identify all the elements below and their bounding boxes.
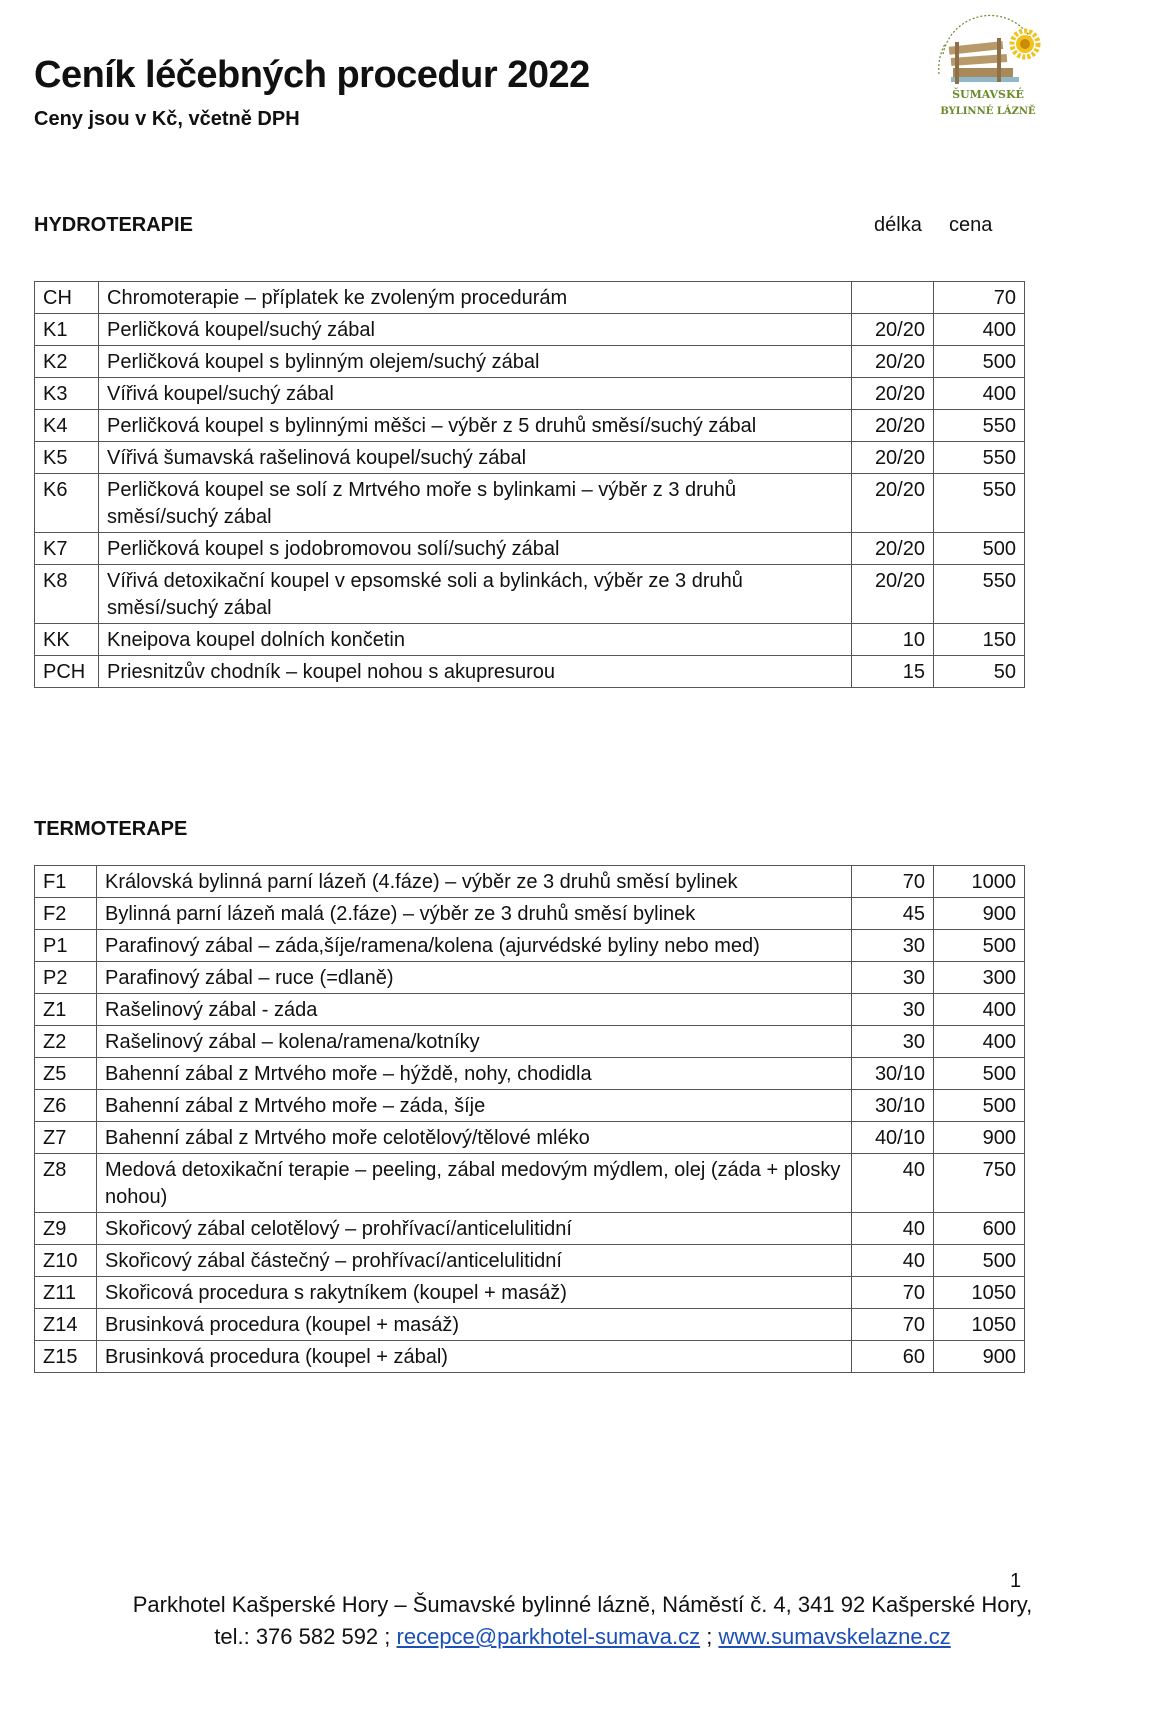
footer-address: Parkhotel Kašperské Hory – Šumavské bylinné lázně, Náměstí č. 4, 341 92 Kašperské Hory, [132,1592,1033,1617]
procedure-code: K1 [35,314,99,346]
table-row [35,1341,1025,1373]
procedure-code: Z1 [35,994,97,1026]
column-header-length: délka [874,214,922,236]
procedure-length: 30 [852,930,934,962]
table-row [35,533,1025,565]
table-row [35,314,1025,346]
procedure-length: 40 [852,1213,934,1245]
procedure-name: Perličková koupel s bylinnými měšci – výběr z 5 druhů směsí/suchý zábal [99,410,852,442]
procedure-code: Z8 [35,1154,97,1213]
procedure-code: K5 [35,442,99,474]
page-title: Ceník léčebných procedur 2022 [34,54,590,96]
procedure-name: Perličková koupel s jodobromovou solí/suchý zábal [99,533,852,565]
procedure-code: Z14 [35,1309,97,1341]
procedure-length [852,282,934,314]
table-row [35,378,1025,410]
procedure-length: 40 [852,1154,934,1213]
table-row [35,1309,1025,1341]
procedure-length: 20/20 [852,565,934,624]
table-row [35,282,1025,314]
procedure-price: 550 [934,565,1025,624]
procedure-name: Brusinková procedura (koupel + zábal) [97,1341,852,1373]
procedure-price: 1000 [934,866,1025,898]
procedure-price: 150 [934,624,1025,656]
table-row [35,1122,1025,1154]
procedure-length: 20/20 [852,442,934,474]
footer-email-link[interactable]: recepce@parkhotel-sumava.cz [396,1624,701,1649]
procedure-code: PCH [35,656,99,688]
page-number: 1 [1010,1570,1022,1592]
procedure-length: 45 [852,898,934,930]
procedure-length: 70 [852,1277,934,1309]
procedure-name: Medová detoxikační terapie – peeling, zábal medovým mýdlem, olej (záda + plosky nohou) [97,1154,852,1213]
procedure-price: 400 [934,994,1025,1026]
svg-text:ŠUMAVSKÉ: ŠUMAVSKÉ [952,88,1024,101]
procedure-code: K3 [35,378,99,410]
procedure-name: Parafinový zábal – ruce (=dlaně) [97,962,852,994]
termoterapie-table [34,865,1025,1373]
table-row [35,866,1025,898]
table-row [35,1277,1025,1309]
procedure-code: F2 [35,898,97,930]
procedure-name: Priesnitzův chodník – koupel nohou s akupresurou [99,656,852,688]
footer-phone: tel.: 376 582 592 ; [214,1624,397,1649]
procedure-length: 70 [852,866,934,898]
procedure-length: 70 [852,1309,934,1341]
page-subtitle: Ceny jsou v Kč, včetně DPH [34,108,300,130]
procedure-name: Perličková koupel se solí z Mrtvého moře s bylinkami – výběr z 3 druhů směsí/suchý zábal [99,474,852,533]
table-row [35,1058,1025,1090]
section-heading-termoterapie: TERMOTERAPE [34,818,188,840]
procedure-name: Rašelinový zábal – kolena/ramena/kotníky [97,1026,852,1058]
procedure-price: 550 [934,442,1025,474]
termoterapie-table-body [35,866,1025,1373]
procedure-price: 400 [934,1026,1025,1058]
procedure-length: 30 [852,994,934,1026]
procedure-code: CH [35,282,99,314]
procedure-code: K4 [35,410,99,442]
procedure-name: Vířivá šumavská rašelinová koupel/suchý zábal [99,442,852,474]
procedure-price: 900 [934,1122,1025,1154]
footer-web-link[interactable]: www.sumavskelazne.cz [718,1624,951,1649]
table-row [35,1026,1025,1058]
procedure-length: 20/20 [852,346,934,378]
procedure-code: Z5 [35,1058,97,1090]
table-row [35,1090,1025,1122]
procedure-name: Brusinková procedura (koupel + masáž) [97,1309,852,1341]
procedure-price: 70 [934,282,1025,314]
table-row [35,410,1025,442]
procedure-name: Bahenní zábal z Mrtvého moře – záda, šíje [97,1090,852,1122]
procedure-price: 500 [934,1058,1025,1090]
procedure-price: 500 [934,1245,1025,1277]
table-row [35,930,1025,962]
procedure-price: 500 [934,1090,1025,1122]
footer-contact [0,1624,1165,1650]
hydroterapie-table [34,281,1025,688]
procedure-price: 500 [934,930,1025,962]
procedure-length: 60 [852,1341,934,1373]
procedure-price: 400 [934,378,1025,410]
procedure-price: 900 [934,898,1025,930]
procedure-price: 1050 [934,1309,1025,1341]
procedure-name: Skořicová procedura s rakytníkem (koupel + masáž) [97,1277,852,1309]
procedure-length: 20/20 [852,533,934,565]
procedure-length: 20/20 [852,314,934,346]
procedure-price: 500 [934,346,1025,378]
procedure-code: Z15 [35,1341,97,1373]
procedure-price: 300 [934,962,1025,994]
procedure-name: Vířivá detoxikační koupel v epsomské soli a bylinkách, výběr ze 3 druhů směsí/suchý zábal [99,565,852,624]
footer-separator: ; [700,1624,719,1649]
table-row [35,1245,1025,1277]
procedure-price: 550 [934,474,1025,533]
procedure-code: Z10 [35,1245,97,1277]
procedure-code: F1 [35,866,97,898]
table-row [35,624,1025,656]
procedure-code: Z2 [35,1026,97,1058]
table-row [35,1154,1025,1213]
table-row [35,442,1025,474]
procedure-name: Skořicový zábal celotělový – prohřívací/anticelulitidní [97,1213,852,1245]
procedure-code: K6 [35,474,99,533]
procedure-name: Rašelinový zábal - záda [97,994,852,1026]
procedure-name: Královská bylinná parní lázeň (4.fáze) – výběr ze 3 druhů směsí bylinek [97,866,852,898]
procedure-code: Z9 [35,1213,97,1245]
procedure-code: Z6 [35,1090,97,1122]
procedure-price: 550 [934,410,1025,442]
table-row [35,474,1025,533]
procedure-price: 600 [934,1213,1025,1245]
table-row [35,962,1025,994]
procedure-price: 50 [934,656,1025,688]
procedure-code: K8 [35,565,99,624]
procedure-price: 1050 [934,1277,1025,1309]
procedure-length: 30/10 [852,1090,934,1122]
procedure-length: 15 [852,656,934,688]
procedure-length: 20/20 [852,410,934,442]
table-row [35,656,1025,688]
procedure-code: KK [35,624,99,656]
procedure-length: 40/10 [852,1122,934,1154]
procedure-name: Kneipova koupel dolních končetin [99,624,852,656]
table-row [35,994,1025,1026]
procedure-code: P1 [35,930,97,962]
column-header-price: cena [949,214,993,236]
procedure-name: Bahenní zábal z Mrtvého moře – hýždě, nohy, chodidla [97,1058,852,1090]
procedure-length: 20/20 [852,378,934,410]
table-row [35,898,1025,930]
hydroterapie-table-body [35,282,1025,688]
procedure-price: 400 [934,314,1025,346]
procedure-name: Perličková koupel s bylinným olejem/suchý zábal [99,346,852,378]
procedure-name: Bahenní zábal z Mrtvého moře celotělový/tělové mléko [97,1122,852,1154]
procedure-length: 30 [852,962,934,994]
procedure-code: K7 [35,533,99,565]
procedure-length: 30/10 [852,1058,934,1090]
procedure-length: 30 [852,1026,934,1058]
table-row [35,565,1025,624]
table-row [35,1213,1025,1245]
procedure-price: 500 [934,533,1025,565]
procedure-name: Bylinná parní lázeň malá (2.fáze) – výběr ze 3 druhů směsí bylinek [97,898,852,930]
procedure-code: Z11 [35,1277,97,1309]
procedure-name: Perličková koupel/suchý zábal [99,314,852,346]
table-row [35,346,1025,378]
procedure-price: 750 [934,1154,1025,1213]
procedure-length: 10 [852,624,934,656]
svg-text:BYLINNÉ LÁZNĚ: BYLINNÉ LÁZNĚ [940,106,1036,117]
procedure-name: Skořicový zábal částečný – prohřívací/anticelulitidní [97,1245,852,1277]
procedure-code: Z7 [35,1122,97,1154]
procedure-name: Vířivá koupel/suchý zábal [99,378,852,410]
procedure-name: Chromoterapie – příplatek ke zvoleným procedurám [99,282,852,314]
procedure-length: 40 [852,1245,934,1277]
procedure-price: 900 [934,1341,1025,1373]
procedure-code: P2 [35,962,97,994]
procedure-code: K2 [35,346,99,378]
spa-logo [925,14,1051,124]
procedure-name: Parafinový zábal – záda,šíje/ramena/kolena (ajurvédské byliny nebo med) [97,930,852,962]
section-heading-hydroterapie: HYDROTERAPIE [34,214,193,236]
procedure-length: 20/20 [852,474,934,533]
